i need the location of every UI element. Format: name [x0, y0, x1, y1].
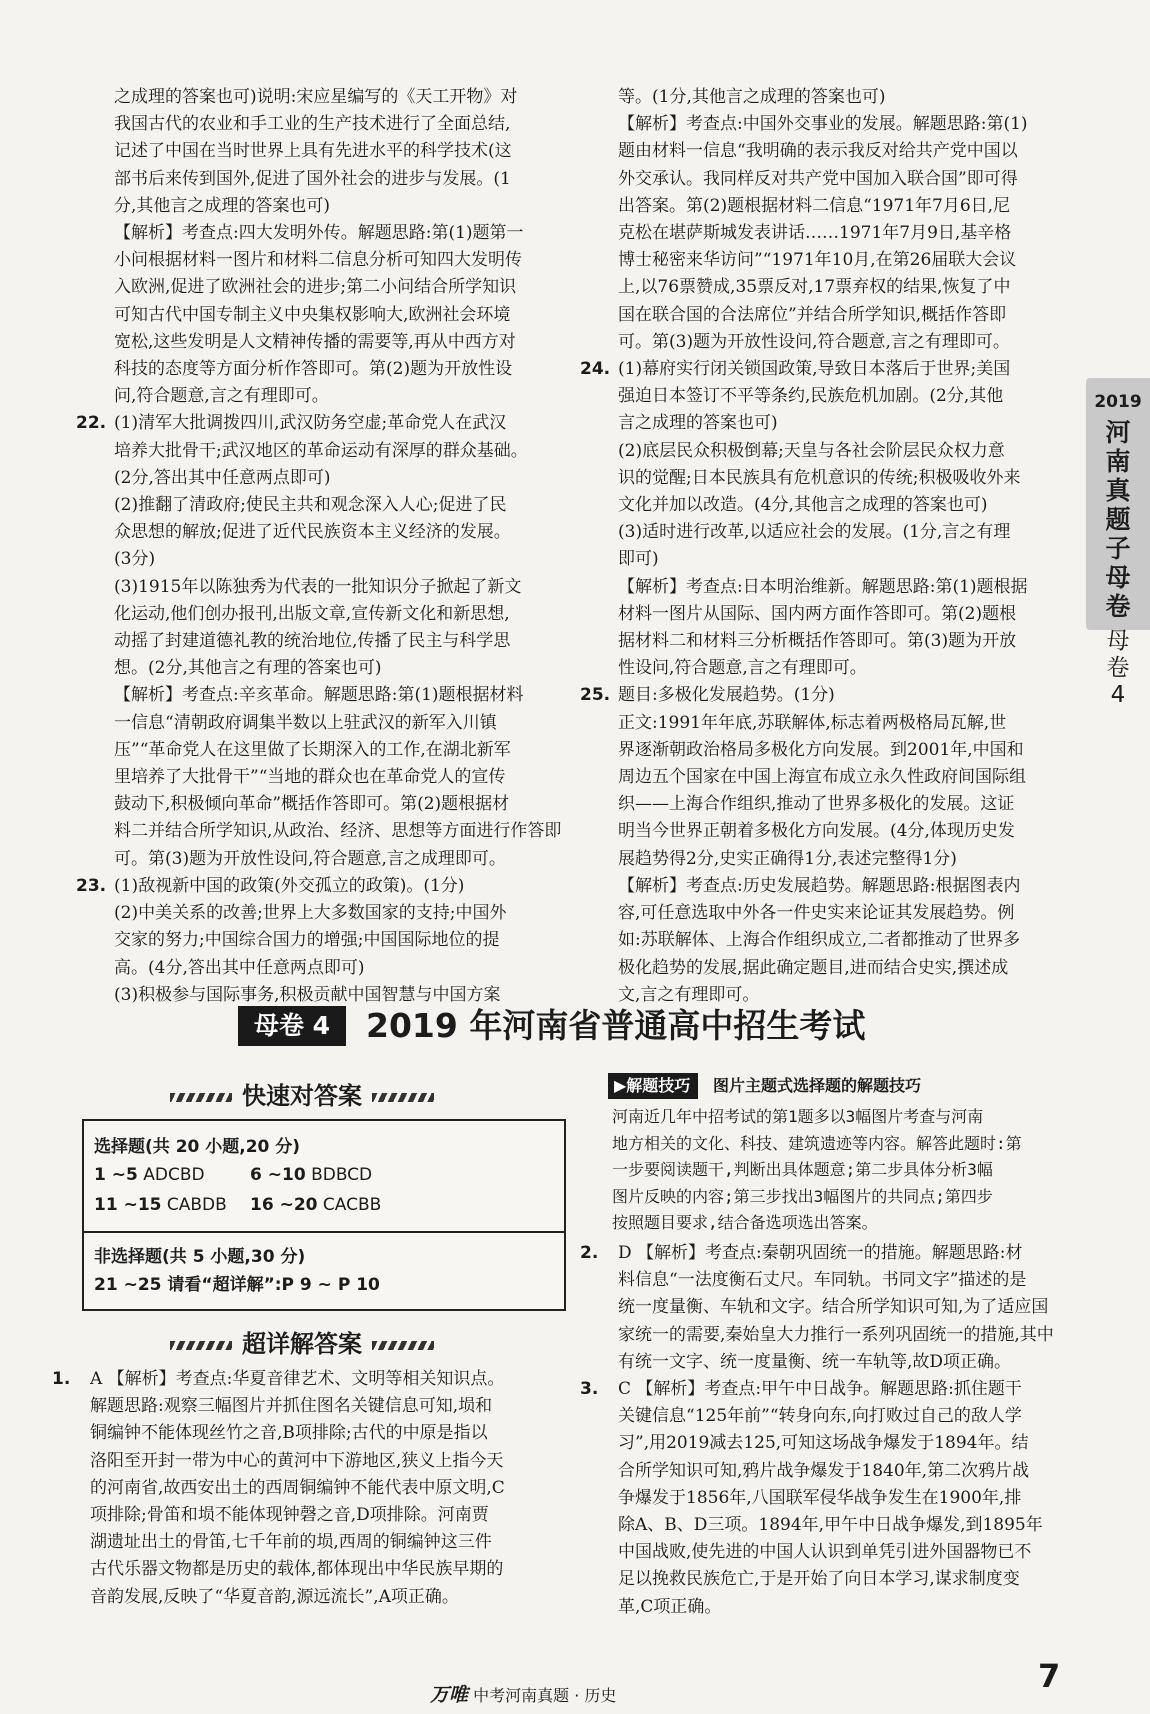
question-number: 2.	[580, 1243, 599, 1263]
text-line	[114, 193, 566, 220]
line-text: 洛阳至开封一带为中心的黄河中下游地区,狭义上指今天	[90, 1450, 504, 1471]
right-column	[580, 84, 1070, 1009]
text-line	[618, 818, 1070, 845]
text-line	[114, 955, 566, 982]
text-line	[618, 710, 1070, 737]
line-text: 上,以76票赞成,35票反对,17票弃权的结果,恢复了中	[618, 277, 1011, 298]
text-line	[618, 438, 1070, 465]
left-column	[76, 84, 566, 1009]
text-line	[90, 1584, 566, 1611]
text-line	[618, 84, 1070, 111]
text-line	[618, 1403, 1070, 1430]
line-text: 古代乐器文物都是历史的载体,都体现出中华民族早期的	[90, 1559, 504, 1580]
line-text: 【解析】考查点:历史发展趋势。解题思路:根据图表内	[618, 875, 1021, 896]
text-line	[114, 138, 566, 165]
text-line	[90, 1393, 566, 1420]
tip-line: 一步要阅读题干,判断出具体题意;第二步具体分析3幅	[612, 1160, 993, 1180]
line-text: D 【解析】考查点:秦朝巩固统一的措施。解题思路:材	[618, 1243, 1023, 1263]
line-text: 博士秘密来华访问”“1971年10月,在第26届联大会议	[618, 250, 1017, 271]
question-line	[76, 410, 566, 437]
quick-answer-box	[82, 1119, 566, 1311]
text-line	[114, 655, 566, 682]
question-number: 23.	[76, 875, 107, 896]
line-text: 习”,用2019减去125,可知这场战争爆发于1894年。结	[618, 1433, 1029, 1454]
text-line	[114, 438, 566, 465]
line-text: 文化并加以改造。(4分,其他言之成理的答案也可)	[618, 495, 988, 516]
line-text: 交家的努力;中国综合国力的增强;中国国际地位的提	[114, 930, 500, 951]
text-line	[90, 1420, 566, 1447]
line-text: 化运动,他们创办报刊,出版文章,宣传新文化和新思想,	[114, 603, 510, 624]
text-line	[90, 1475, 566, 1502]
line-text: 【解析】考查点:中国外交事业的发展。解题思路:第(1)	[618, 114, 1028, 135]
text-line	[114, 111, 566, 138]
side-tab-juan: 卷	[1106, 655, 1130, 681]
text-line	[618, 846, 1070, 873]
side-tab-num: 4	[1110, 682, 1126, 708]
text-line	[90, 1502, 566, 1529]
text-line	[114, 764, 566, 791]
nonchoice-line: 21 ~25 请看“超详解”:P 9 ~ P 10	[94, 1275, 380, 1295]
question-number: 1.	[52, 1369, 71, 1389]
text-line	[618, 247, 1070, 274]
line-text: 据材料二和材料三分析概括作答即可。第(3)题为开放	[618, 631, 1017, 652]
choice-title: 选择题(共 20 小题,20 分)	[94, 1137, 301, 1157]
tip-tag: ▶解题技巧	[608, 1073, 698, 1099]
answer-row: 1 ~5 ADCBD	[94, 1165, 205, 1185]
tip-line: 河南近几年中招考试的第1题多以3幅图片考查与河南	[612, 1107, 984, 1126]
line-text: 项排除;骨笛和埙不能体现钟磬之音,D项排除。河南贾	[90, 1505, 489, 1526]
question-number: 25.	[580, 685, 611, 706]
line-text: 革,C项正确。	[618, 1596, 722, 1617]
text-line	[114, 601, 566, 628]
line-text: 问,符合题意,言之有理即可。	[114, 386, 329, 407]
text-line	[114, 274, 566, 301]
question-line	[580, 1376, 1070, 1403]
line-text: 我国古代的农业和手工业的生产技术进行了全面总结,	[114, 114, 511, 135]
text-line	[618, 329, 1070, 356]
line-text: 众思想的解放;促进了近代民族资本主义经济的发展。	[114, 522, 511, 543]
text-line	[618, 1294, 1070, 1321]
line-text: 关键信息“125年前”“转身向东,向打败过自己的敌人学	[618, 1406, 1022, 1427]
line-text: 入欧洲,促进了欧洲社会的进步;第二小问结合所学知识	[114, 277, 517, 298]
text-line	[618, 1267, 1070, 1294]
line-text: (2)中美关系的改善;世界上大多数国家的支持;中国外	[114, 903, 507, 924]
section-banner	[232, 1000, 922, 1052]
line-text: 音韵发展,反映了“华夏音韵,源远流长”,A项正确。	[90, 1586, 459, 1607]
line-text: (3)积极参与国际事务,积极贡献中国智慧与中国方案	[114, 984, 501, 1005]
line-text: 分,其他言之成理的答案也可)	[114, 195, 331, 216]
side-tab	[1086, 378, 1150, 630]
line-text: 料信息“一法度衡石丈尺。车同轨。书同文字”描述的是	[618, 1270, 1027, 1291]
line-text: A 【解析】考查点:华夏音律艺术、文明等相关知识点。	[90, 1369, 505, 1389]
line-text: 足以挽救民族危亡,于是开始了向日本学习,谋求制度变	[618, 1569, 1020, 1590]
text-line	[114, 492, 566, 519]
line-text: 文,言之有理即可。	[618, 984, 760, 1005]
text-line	[618, 873, 1070, 900]
text-line	[114, 519, 566, 546]
line-text: 周边五个国家在中国上海宣布成立永久性政府间国际组	[618, 767, 1026, 788]
text-line	[618, 465, 1070, 492]
text-line	[618, 546, 1070, 573]
line-text: 除A、B、D三项。1894年,甲午中日战争爆发,到1895年	[618, 1515, 1043, 1536]
text-line	[618, 900, 1070, 927]
text-line	[618, 955, 1070, 982]
answer-row: 16 ~20 CACBB	[250, 1195, 382, 1215]
line-text: 外交承认。我同样反对共产党中国加入联合国”即可得	[618, 168, 1018, 189]
text-line	[618, 655, 1070, 682]
answer-row: 6 ~10 BDBCD	[250, 1165, 373, 1185]
line-text: 部书后来传到国外,促进了国外社会的进步与发展。(1	[114, 168, 511, 189]
line-text: 统一度量衡、车轨和文字。结合所学知识可知,为了适应国	[618, 1297, 1049, 1318]
line-text: 题目:多极化发展趋势。(1分)	[618, 685, 835, 706]
side-tab-char: 子	[1105, 534, 1131, 563]
text-line	[114, 356, 566, 383]
side-tab-mu: 母	[1106, 628, 1130, 654]
line-text: 解题思路:观察三幅图片并抓住图名关键信息可知,埙和	[90, 1396, 493, 1417]
footer-brand: 万唯	[430, 1684, 469, 1706]
text-line	[114, 84, 566, 111]
line-text: 小问根据材料一图片和材料二信息分析可知四大发明传	[114, 250, 522, 271]
quick-answer-heading: 快速对答案	[160, 1076, 444, 1111]
text-line	[114, 220, 566, 247]
line-text: 材料一图片从国际、国内两方面作答即可。第(2)题根	[618, 603, 1017, 624]
text-line	[90, 1529, 566, 1556]
line-text: 铜编钟不能体现丝竹之音,B项排除;古代的中原是指以	[90, 1423, 488, 1444]
text-line	[114, 247, 566, 274]
line-text: (2)推翻了清政府;使民主共和观念深入人心;促进了民	[114, 495, 507, 516]
line-text: 想。(2分,其他言之有理的答案也可)	[114, 658, 382, 679]
text-line	[618, 274, 1070, 301]
side-tab-char: 题	[1105, 505, 1131, 534]
detail-answer-heading: 超详解答案	[160, 1324, 444, 1359]
line-text: 【解析】考查点:日本明治维新。解题思路:第(1)题根据	[618, 576, 1028, 597]
text-line	[618, 410, 1070, 437]
text-line	[618, 193, 1070, 220]
text-line	[618, 927, 1070, 954]
text-line	[114, 383, 566, 410]
page-number: 7	[1038, 1657, 1061, 1695]
line-text: 即可)	[618, 549, 659, 570]
question-line	[580, 682, 1070, 709]
line-text: 明当今世界正朝着多极化方向发展。(4分,体现历史发	[618, 821, 1015, 842]
footer	[430, 1680, 616, 1707]
side-tab-char: 真	[1105, 476, 1131, 505]
side-tab-char: 河	[1105, 418, 1131, 447]
line-text: 培养大批骨干;武汉地区的革命运动有深厚的群众基础。	[114, 440, 528, 461]
text-line	[618, 220, 1070, 247]
text-line	[618, 111, 1070, 138]
line-text: (2分,答出其中任意两点即可)	[114, 467, 331, 488]
line-text: (1)清军大批调拨四川,武汉防务空虚;革命党人在武汉	[114, 413, 507, 434]
line-text: 如:苏联解体、上海合作组织成立,二者都推动了世界多	[618, 930, 1021, 951]
nonchoice-title: 非选择题(共 5 小题,30 分)	[94, 1247, 306, 1267]
line-text: 家统一的需要,秦始皇大力推行一系列巩固统一的措施,其中	[618, 1324, 1054, 1345]
text-line	[618, 1458, 1070, 1485]
text-line	[114, 900, 566, 927]
line-text: 展趋势得2分,史实正确得1分,表述完整得1分)	[618, 848, 957, 869]
text-line	[114, 574, 566, 601]
tip-line: 按照题目要求,结合备选项选出答案。	[612, 1213, 878, 1233]
line-text: (3)1915年以陈独秀为代表的一批知识分子掀起了新文	[114, 576, 522, 597]
line-text: 极化趋势的发展,据此确定题目,进而结合史实,撰述成	[618, 957, 1009, 978]
side-tab-char: 南	[1105, 447, 1131, 476]
text-line	[114, 791, 566, 818]
text-line	[618, 1539, 1070, 1566]
line-text: 正文:1991年年底,苏联解体,标志着两极格局瓦解,世	[618, 712, 1007, 733]
text-line	[90, 1448, 566, 1475]
text-line	[618, 1566, 1070, 1593]
text-line	[114, 166, 566, 193]
text-line	[618, 764, 1070, 791]
text-line	[618, 138, 1070, 165]
right-lower-column	[580, 1240, 1070, 1621]
line-text: (3)适时进行改革,以适应社会的发展。(1分,言之有理	[618, 522, 1011, 543]
text-line	[114, 546, 566, 573]
line-text: 动摇了封建道德礼教的统治地位,传播了民主与科学思	[114, 631, 511, 652]
line-text: 争爆发于1856年,八国联军侵华战争发生在1900年,排	[618, 1487, 1022, 1508]
text-line	[618, 1594, 1070, 1621]
line-text: 宽松,这些发明是人文精神传播的需要等,再从中西方对	[114, 331, 516, 352]
text-line	[618, 791, 1070, 818]
text-line	[618, 519, 1070, 546]
line-text: 合所学知识可知,鸦片战争爆发于1840年,第二次鸦片战	[618, 1460, 1030, 1481]
line-text: 湖遗址出土的骨笛,七千年前的埙,西周的铜编钟这三件	[90, 1532, 492, 1553]
answer-row: 11 ~15 CABDB	[94, 1195, 227, 1215]
line-text: 界逐渐朝政治格局多极化方向发展。到2001年,中国和	[618, 739, 1024, 760]
line-text: 之成理的答案也可)说明:宋应星编写的《天工开物》对	[114, 87, 518, 107]
text-line	[114, 329, 566, 356]
text-line	[618, 1430, 1070, 1457]
text-line	[618, 383, 1070, 410]
line-text: (2)底层民众积极倒幕;天皇与各社会阶层民众权力意	[618, 440, 1005, 461]
question-line	[580, 356, 1070, 383]
question-line	[76, 873, 566, 900]
tip-line: 地方相关的文化、科技、建筑遗迹等内容。解答此题时:第	[612, 1133, 1022, 1153]
side-tab-char: 母	[1105, 563, 1131, 592]
question-number: 24.	[580, 359, 611, 380]
line-text: 题由材料一信息“我明确的表示我反对给共产党中国以	[618, 141, 1018, 162]
text-line	[618, 737, 1070, 764]
line-text: 性设问,符合题意,言之有理即可。	[618, 658, 867, 679]
text-line	[618, 302, 1070, 329]
tip-line: 图片反映的内容;第三步找出3幅图片的共同点;第四步	[612, 1186, 993, 1206]
line-text: 压”“革命党人在这里做了长期深入的工作,在湖北新军	[114, 739, 511, 760]
text-line	[114, 465, 566, 492]
line-text: 一信息“清朝政府调集半数以上驻武汉的新军入川镇	[114, 712, 497, 733]
question-line	[52, 1366, 566, 1393]
line-text: 国在联合国的合法席位”并结合所学知识,概括作答即	[618, 304, 1007, 325]
line-text: 中国战败,使先进的中国人认识到单凭引进外国器物已不	[618, 1542, 1032, 1563]
text-line	[618, 628, 1070, 655]
text-line	[114, 927, 566, 954]
footer-text: 中考河南真题 · 历史	[473, 1686, 617, 1705]
text-line	[114, 302, 566, 329]
line-text: 的河南省,故西安出土的西周铜编钟不能代表中原文明,C	[90, 1477, 505, 1498]
line-text: 等。(1分,其他言之成理的答案也可)	[618, 87, 886, 107]
text-line	[618, 166, 1070, 193]
text-line	[114, 737, 566, 764]
line-text: 里培养了大批骨干”“当地的群众也在革命党人的宣传	[114, 767, 506, 788]
banner-tag: 母卷 4	[238, 1006, 346, 1046]
line-text: 鼓动下,积极倾向革命”概括作答即可。第(2)题根据材	[114, 794, 510, 815]
text-line	[618, 1349, 1070, 1376]
text-line	[114, 682, 566, 709]
line-text: (1)幕府实行闭关锁国政策,导致日本落后于世界;美国	[618, 359, 1011, 380]
question-line	[580, 1240, 1070, 1267]
question-1-block	[52, 1366, 566, 1611]
line-text: 【解析】考查点:辛亥革命。解题思路:第(1)题根据材料	[114, 685, 524, 706]
line-text: 料二并结合所学知识,从政治、经济、思想等方面进行作答即	[114, 821, 562, 842]
line-text: C 【解析】考查点:甲午中日战争。解题思路:抓住题干	[618, 1379, 1022, 1400]
text-line	[618, 1512, 1070, 1539]
text-line	[114, 628, 566, 655]
banner-title: 2019 年河南省普通高中招生考试	[366, 1006, 866, 1045]
question-number: 3.	[580, 1379, 599, 1400]
line-text: 可。第(3)题为开放性设问,符合题意,言之有理即可。	[618, 331, 1010, 352]
line-text: 高。(4分,答出其中任意两点即可)	[114, 957, 365, 978]
text-line	[114, 818, 566, 845]
line-text: (3分)	[114, 549, 156, 570]
tip-body	[612, 1104, 1070, 1237]
text-line	[114, 710, 566, 737]
text-line	[618, 574, 1070, 601]
line-text: 记述了中国在当时世界上具有先进水平的科学技术(这	[114, 141, 512, 162]
side-tab-year: 2019	[1094, 392, 1142, 412]
text-line	[90, 1556, 566, 1583]
line-text: 强迫日本签订不平等条约,民族危机加剧。(2分,其他	[618, 386, 1004, 407]
text-line	[618, 1322, 1070, 1349]
text-line	[618, 601, 1070, 628]
line-text: (1)敌视新中国的政策(外交孤立的政策)。(1分)	[114, 875, 465, 896]
line-text: 出答案。第(2)题根据材料二信息“1971年7月6日,尼	[618, 195, 1011, 216]
line-text: 识的觉醒;日本民族具有危机意识的传统;积极吸收外来	[618, 467, 1021, 488]
line-text: 言之成理的答案也可)	[618, 413, 778, 434]
line-text: 可。第(3)题为开放性设问,符合题意,言之成理即可。	[114, 848, 506, 869]
line-text: 容,可任意选取中外各一件史实来论证其发展趋势。例	[618, 903, 1015, 924]
line-text: 【解析】考查点:四大发明外传。解题思路:第(1)题第一	[114, 223, 524, 244]
question-number: 22.	[76, 413, 107, 434]
text-line	[618, 492, 1070, 519]
side-tab-char: 卷	[1105, 592, 1131, 621]
text-line	[114, 846, 566, 873]
line-text: 织——上海合作组织,推动了世界多极化的发展。这证	[618, 794, 1015, 815]
line-text: 可知古代中国专制主义中央集权影响大,欧洲社会环境	[114, 304, 511, 325]
tip-title: 图片主题式选择题的解题技巧	[713, 1076, 922, 1095]
line-text: 科技的态度等方面分析作答即可。第(2)题为开放性设	[114, 359, 513, 380]
line-text: 有统一文字、统一度量衡、统一车轨等,故D项正确。	[618, 1351, 1012, 1372]
side-tab-volume	[1090, 628, 1146, 709]
line-text: 克松在堪萨斯城发表讲话……1971年7月9日,基辛格	[618, 223, 1012, 244]
text-line	[618, 1485, 1070, 1512]
